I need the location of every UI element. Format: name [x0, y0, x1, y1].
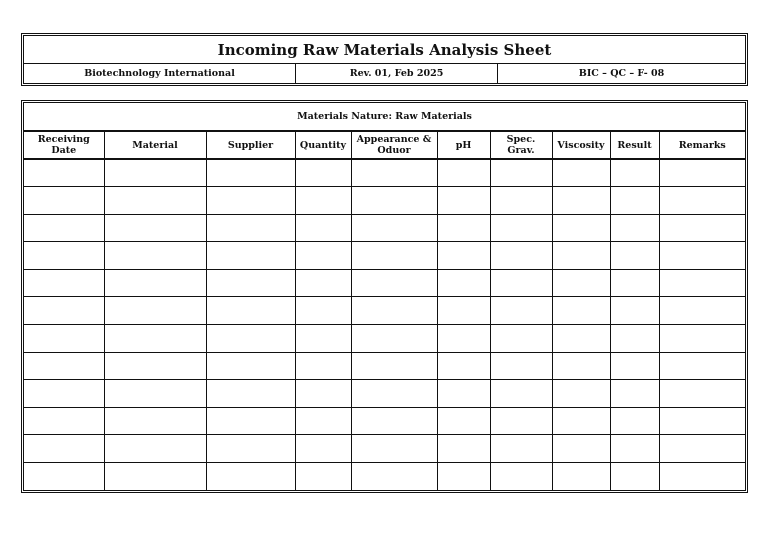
cell-ph[interactable] — [437, 462, 490, 490]
cell-result[interactable] — [610, 269, 659, 297]
cell-supplier[interactable] — [206, 297, 295, 325]
cell-appearance-odour[interactable] — [351, 214, 437, 242]
cell-receiving-date[interactable] — [24, 214, 104, 242]
cell-spec-grav[interactable] — [490, 187, 552, 215]
cell-viscosity[interactable] — [552, 380, 610, 408]
cell-spec-grav[interactable] — [490, 214, 552, 242]
cell-supplier[interactable] — [206, 435, 295, 463]
analysis-table — [24, 103, 745, 490]
cell-result[interactable] — [610, 462, 659, 490]
cell-ph[interactable] — [437, 352, 490, 380]
table-row — [24, 242, 745, 270]
cell-receiving-date[interactable] — [24, 380, 104, 408]
cell-appearance-odour[interactable] — [351, 269, 437, 297]
cell-quantity[interactable] — [295, 324, 351, 352]
cell-remarks[interactable] — [659, 242, 745, 270]
cell-appearance-odour[interactable] — [351, 297, 437, 325]
cell-appearance-odour[interactable] — [351, 435, 437, 463]
cell-supplier[interactable] — [206, 269, 295, 297]
cell-result[interactable] — [610, 352, 659, 380]
cell-material[interactable] — [104, 324, 206, 352]
cell-result[interactable] — [610, 159, 659, 187]
cell-receiving-date[interactable] — [24, 159, 104, 187]
cell-viscosity[interactable] — [552, 352, 610, 380]
cell-receiving-date[interactable] — [24, 269, 104, 297]
table-row — [24, 269, 745, 297]
cell-remarks[interactable] — [659, 380, 745, 408]
column-header-appearance-odour: Appearance & Oduor — [351, 131, 437, 159]
cell-viscosity[interactable] — [552, 324, 610, 352]
cell-ph[interactable] — [437, 407, 490, 435]
cell-viscosity[interactable] — [552, 435, 610, 463]
cell-remarks[interactable] — [659, 462, 745, 490]
cell-receiving-date[interactable] — [24, 407, 104, 435]
cell-quantity[interactable] — [295, 242, 351, 270]
cell-material[interactable] — [104, 407, 206, 435]
cell-appearance-odour[interactable] — [351, 380, 437, 408]
cell-result[interactable] — [610, 242, 659, 270]
column-header-result: Result — [610, 131, 659, 159]
cell-appearance-odour[interactable] — [351, 462, 437, 490]
cell-receiving-date[interactable] — [24, 242, 104, 270]
column-header-row — [24, 131, 745, 159]
cell-spec-grav[interactable] — [490, 324, 552, 352]
cell-spec-grav[interactable] — [490, 297, 552, 325]
cell-material[interactable] — [104, 297, 206, 325]
cell-ph[interactable] — [437, 297, 490, 325]
column-header-receiving-date: Receiving Date — [24, 131, 104, 159]
column-header-material: Material — [104, 131, 206, 159]
cell-spec-grav[interactable] — [490, 435, 552, 463]
cell-ph[interactable] — [437, 269, 490, 297]
column-header-quantity: Quantity — [295, 131, 351, 159]
cell-result[interactable] — [610, 297, 659, 325]
column-header-spec-grav: Spec. Grav. — [490, 131, 552, 159]
cell-viscosity[interactable] — [552, 462, 610, 490]
cell-ph[interactable] — [437, 380, 490, 408]
cell-ph[interactable] — [437, 435, 490, 463]
company-name: Biotechnology International — [84, 68, 235, 79]
cell-result[interactable] — [610, 435, 659, 463]
cell-ph[interactable] — [437, 159, 490, 187]
cell-quantity[interactable] — [295, 435, 351, 463]
cell-quantity[interactable] — [295, 462, 351, 490]
cell-receiving-date[interactable] — [24, 187, 104, 215]
cell-spec-grav[interactable] — [490, 407, 552, 435]
cell-viscosity[interactable] — [552, 214, 610, 242]
materials-nature-label: Materials Nature: Raw Materials — [24, 103, 745, 131]
cell-result[interactable] — [610, 214, 659, 242]
cell-remarks[interactable] — [659, 269, 745, 297]
cell-remarks[interactable] — [659, 435, 745, 463]
column-header-supplier: Supplier — [206, 131, 295, 159]
cell-ph[interactable] — [437, 187, 490, 215]
cell-supplier[interactable] — [206, 462, 295, 490]
cell-supplier[interactable] — [206, 407, 295, 435]
cell-appearance-odour[interactable] — [351, 187, 437, 215]
cell-supplier[interactable] — [206, 214, 295, 242]
cell-supplier[interactable] — [206, 242, 295, 270]
cell-viscosity[interactable] — [552, 159, 610, 187]
cell-result[interactable] — [610, 187, 659, 215]
table-body — [24, 159, 745, 490]
table-row — [24, 187, 745, 215]
cell-quantity[interactable] — [295, 380, 351, 408]
cell-quantity[interactable] — [295, 159, 351, 187]
cell-spec-grav[interactable] — [490, 159, 552, 187]
cell-quantity[interactable] — [295, 187, 351, 215]
table-row — [24, 297, 745, 325]
sheet-title: Incoming Raw Materials Analysis Sheet — [24, 36, 745, 64]
cell-receiving-date[interactable] — [24, 435, 104, 463]
cell-receiving-date[interactable] — [24, 297, 104, 325]
table-row — [24, 380, 745, 408]
revision-label: Rev. 01, Feb 2025 — [295, 64, 497, 83]
cell-receiving-date[interactable] — [24, 352, 104, 380]
cell-viscosity[interactable] — [552, 187, 610, 215]
cell-result[interactable] — [610, 407, 659, 435]
cell-ph[interactable] — [437, 324, 490, 352]
cell-spec-grav[interactable] — [490, 269, 552, 297]
cell-quantity[interactable] — [295, 214, 351, 242]
table-row — [24, 159, 745, 187]
cell-remarks[interactable] — [659, 352, 745, 380]
column-header-viscosity: Viscosity — [552, 131, 610, 159]
cell-appearance-odour[interactable] — [351, 242, 437, 270]
cell-quantity[interactable] — [295, 297, 351, 325]
cell-quantity[interactable] — [295, 269, 351, 297]
cell-material[interactable] — [104, 242, 206, 270]
cell-ph[interactable] — [437, 242, 490, 270]
table-row — [24, 407, 745, 435]
cell-supplier[interactable] — [206, 352, 295, 380]
sheet-meta-row — [24, 64, 745, 83]
table-row — [24, 462, 745, 490]
cell-appearance-odour[interactable] — [351, 324, 437, 352]
cell-viscosity[interactable] — [552, 242, 610, 270]
cell-result[interactable] — [610, 380, 659, 408]
cell-viscosity[interactable] — [552, 297, 610, 325]
cell-quantity[interactable] — [295, 407, 351, 435]
cell-supplier[interactable] — [206, 159, 295, 187]
cell-material[interactable] — [104, 462, 206, 490]
cell-supplier[interactable] — [206, 187, 295, 215]
column-header-ph: pH — [437, 131, 490, 159]
cell-remarks[interactable] — [659, 159, 745, 187]
cell-ph[interactable] — [437, 214, 490, 242]
cell-viscosity[interactable] — [552, 407, 610, 435]
table-row — [24, 214, 745, 242]
cell-material[interactable] — [104, 352, 206, 380]
cell-material[interactable] — [104, 187, 206, 215]
cell-spec-grav[interactable] — [490, 462, 552, 490]
cell-supplier[interactable] — [206, 324, 295, 352]
cell-spec-grav[interactable] — [490, 242, 552, 270]
cell-material[interactable] — [104, 214, 206, 242]
cell-material[interactable] — [104, 380, 206, 408]
cell-appearance-odour[interactable] — [351, 352, 437, 380]
cell-spec-grav[interactable] — [490, 380, 552, 408]
cell-quantity[interactable] — [295, 352, 351, 380]
table-row — [24, 324, 745, 352]
cell-receiving-date[interactable] — [24, 462, 104, 490]
cell-material[interactable] — [104, 269, 206, 297]
form-code: BIC – QC – F- 08 — [497, 64, 745, 83]
column-header-remarks: Remarks — [659, 131, 745, 159]
cell-spec-grav[interactable] — [490, 352, 552, 380]
table-row — [24, 352, 745, 380]
analysis-table-frame — [21, 100, 748, 493]
cell-material[interactable] — [104, 159, 206, 187]
table-row — [24, 435, 745, 463]
cell-appearance-odour[interactable] — [351, 407, 437, 435]
sheet-header — [21, 33, 748, 86]
cell-remarks[interactable] — [659, 324, 745, 352]
cell-remarks[interactable] — [659, 407, 745, 435]
cell-appearance-odour[interactable] — [351, 159, 437, 187]
cell-supplier[interactable] — [206, 380, 295, 408]
cell-remarks[interactable] — [659, 297, 745, 325]
cell-remarks[interactable] — [659, 187, 745, 215]
cell-receiving-date[interactable] — [24, 324, 104, 352]
cell-remarks[interactable] — [659, 214, 745, 242]
cell-material[interactable] — [104, 435, 206, 463]
cell-viscosity[interactable] — [552, 269, 610, 297]
cell-result[interactable] — [610, 324, 659, 352]
